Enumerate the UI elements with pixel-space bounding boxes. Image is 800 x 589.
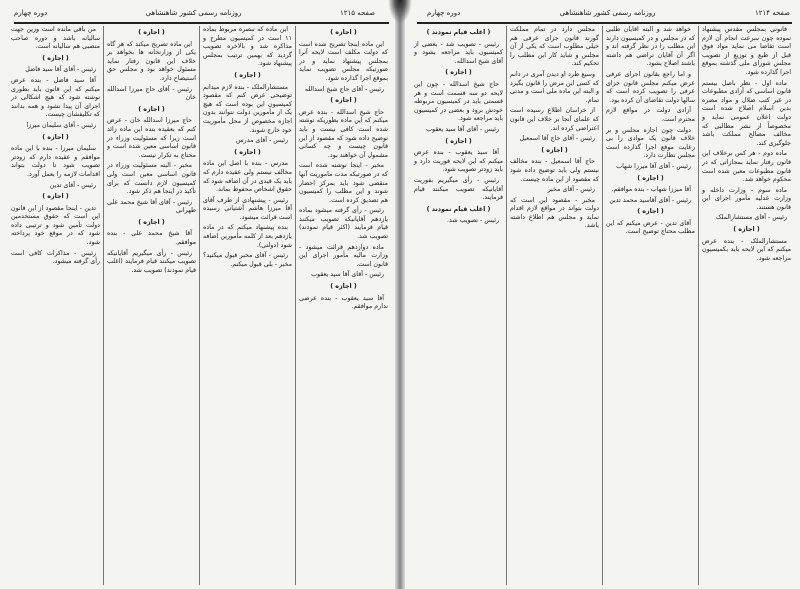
page-gutter xyxy=(395,0,405,589)
speaker-note: ( اجازه ) xyxy=(541,146,568,154)
paragraph: مجلس دارد در تمام مملکت گورند قانون جزای عرفی هم خیلی مطلوب است که یکی از آن مجلس و شاید کار این مطلب را تحکیم کند. xyxy=(510,26,599,68)
speaker-note: ( اغلب قیام نمودند ) xyxy=(426,29,491,36)
header-rule xyxy=(417,22,792,24)
text-columns xyxy=(411,26,794,585)
paragraph: آقا سید فاضل - بنده عرض میکنم که این قانون باید بطوری نوشته شود که هیچ اشکالی در اجرای آن پیدا نشود و همه بدانند که تکلیفشان چیست. xyxy=(11,76,100,119)
paragraph: رئیس - تصویب شد. xyxy=(447,217,499,225)
paragraph: ماده سوم - وزارت داخله و وزارت عدلیه مأمور اجرای این قانون هستند. xyxy=(702,186,791,211)
speaker-note: ( اجازه ) xyxy=(138,218,165,226)
paragraph: رئیس - آقای حاج میرزا اسدالله خان xyxy=(107,85,196,102)
paragraph: رئیس - آقای مخبر xyxy=(547,186,595,194)
paragraph: رئیس - رأی گرفته میشود بماده یازدهم آقایانیکه تصویب میکنند قیام فرمایند (اکثر قیام نمودند) تصویب شد. xyxy=(299,207,388,241)
paragraph: ماده دوازدهم قرائت میشود - وزارت مالیه مأمور اجرای این قانون است. xyxy=(299,243,388,268)
paragraph: مخبر - البته مسئولیت وزراء در قانون اساسی معین است ولی کمیسیون لازم دانست که برای تأکید در اینجا هم ذکر شود. xyxy=(107,162,196,196)
speaker-note: ( اجازه ) xyxy=(733,226,760,234)
speaker-note: ( اجازه ) xyxy=(445,69,472,77)
paragraph: آقا میرزا شهاب - بنده موافقم. xyxy=(611,186,691,194)
right-page xyxy=(403,0,800,589)
paragraph: تدین - اینجا مقصود از این قانون این است که حقوق مستخدمین دولت تأمین شود و ترتیبی داده شود که در موقع خود پرداخته شود. xyxy=(11,204,100,247)
paragraph: حاج میرزا اسدالله خان - عرض کنم که بعقیده بنده این ماده زائد است زیرا که مسئولیت وزراء در قانون اساسی معین شده است و محتاج به تکرار نیست. xyxy=(107,117,196,159)
text-column xyxy=(602,26,698,585)
left-page xyxy=(0,0,397,589)
newspaper-title: روزنامه رسمی کشور شاهنشاهی xyxy=(145,9,242,17)
page-number: صفحه ۱۲۱۵ xyxy=(339,9,375,17)
paragraph: قانونی بمجلس مقدس پیشنهاد نموده چون سرعت انجام آن لازم است تقاضا می نماید مواد فوق قبل از طبع و توزیع از تصویب مجلس شورای ملی گذشته بموقع اجرا گذارده شود. xyxy=(702,26,791,76)
paragraph: ماده دوم - هر کس برخلاف این قانون رفتار نماید بمجازاتی که در قانون مطبوعات معین شده است محکوم خواهد شد. xyxy=(702,150,791,184)
text-column xyxy=(199,26,295,585)
paragraph: رئیس - آقای آقا میرزا شهاب xyxy=(616,162,691,170)
paragraph: و اما راجع بقانون اجرای عرفی عرض میکنم مجلس قانون جزای عرفی را تصویب کرده است که سالها دولت تقاضای آن کرده بود. xyxy=(606,70,695,104)
speaker-note: ( اجازه ) xyxy=(637,174,664,182)
paragraph: مخبر - مقصود این است که دولت بتواند در مواقع لازم اقدام نماید و مجلس هم اطلاع داشته باشد. xyxy=(510,196,599,230)
volume-label: دوره چهارم xyxy=(427,9,461,17)
paragraph: رئیس - آقای مدرس xyxy=(235,137,288,145)
text-column xyxy=(698,26,794,585)
paragraph: دولت چون اجازه مجلس و بر خلاف قانون یک موادی را بی رعایت موقع اجرا گذارده است مجلس نظارت دارد. xyxy=(606,126,695,160)
paragraph: رئیس - آقای آقا سید یعقوب xyxy=(426,125,499,133)
paragraph: حاج شیخ اسدالله - بنده عرض میکنم که این ماده بطوریکه نوشته شده است کافی نیست و باید توضیح داده شود که مقصود از این قانون چیست و چه کسانی مشمول آن خواهند بود. xyxy=(299,108,388,159)
speaker-note: ( اجازه ) xyxy=(138,29,165,36)
speaker-note: ( اجازه ) xyxy=(234,71,261,79)
paragraph: رئیس - آقای آقاسید محمد تدین xyxy=(609,196,691,204)
paragraph: مدرس - بنده با اصل این ماده مخالف نیستم ولی عقیده دارم که باید یک قیدی در آن اضافه شود که حقوق اشخاص محفوظ بماند. xyxy=(203,160,292,194)
paragraph: حاج شیخ اسدالله - چون این لایحه دو سه قسمت است و هر قسمتی باید در کمیسیون مربوطه خودش برود و بعضی در کمیسیون باید مراجعه شود. xyxy=(414,80,503,123)
paragraph: رئیس - آقای آقا سید یعقوب xyxy=(311,271,384,279)
paragraph: آزادی دولت در مواقع لازم محترم است. xyxy=(606,107,695,123)
text-columns xyxy=(8,26,391,585)
paragraph: من باقی مانده است وزین جهت سالیانه باشد و دوره صاحب منصبی هم سالیانه است. xyxy=(11,26,100,51)
paragraph: رئیس - آقای حاج شیخ اسدالله xyxy=(304,85,384,93)
paragraph: ماده اول - نظر باصل بیستم قانون اساسی که آزادی مطبوعات در غیر کتب ضلال و مواد مضره بدین اسلام اصلاح شده است دولت اعلان عمومی نماید و مخصوصاً از نشر مطالبی که مخالف مصالح مملکت باشد جلوگیری کند. xyxy=(702,79,791,147)
paragraph: رئیس - آقای سلیمان میرزا xyxy=(26,121,96,129)
paragraph: این ماده اینجا تصریح شده است که دولت مکلف است لایحه آنرا بمجلس پیشنهاد نماید و در صورتیکه مجلس تصویب نماید بموقع اجرا گذارده شود. xyxy=(299,40,388,82)
paragraph: آقا سید یعقوب - بنده عرض میکنم که این لایحه فوریت دارد و باید زودتر تصویب شود. xyxy=(414,149,503,174)
paragraph: بنده پیشنهاد میکنم که در ماده یازدهم بعد از کلمه مأمورین اضافه شود (دولتی). xyxy=(203,224,292,249)
paragraph: حاج آقا اسمعیل - بنده مخالف نیستم ولی باید توضیح داده شود که مقصود از این ماده چیست. xyxy=(510,158,599,183)
page-header xyxy=(14,6,375,20)
paragraph: مستشارالملک - بنده عرض میکنم که این لایحه باید بکمیسیون مراجعه شود. xyxy=(702,237,791,262)
text-column xyxy=(506,26,602,585)
paragraph: رئیس - آقای آقا سید فاضل xyxy=(25,66,96,74)
paragraph: رئیس - آقای مخبر قبول میکنید؟ مخبر - بلی قبول میکنم. xyxy=(203,252,292,268)
speaker-note: ( اجازه ) xyxy=(637,208,664,216)
speaker-note: ( اغلب قیام نمودند ) xyxy=(426,205,491,213)
paragraph: خواهد شد و البته آقایان طلبی که در مجلس و در کمیسیون دارند این مطلب را در نظر گرفته اند و اگر آن آقایان تراضی هم داشته باشند اصلاح بشود. xyxy=(606,26,695,68)
paragraph: این ماده تصریح میکند که هر گاه یکی از وزارتخانه ها بخواهد بر خلاف این قانون رفتار نماید مسئول خواهد بود و مجلس حق استیضاح دارد. xyxy=(107,40,196,82)
speaker-note: ( اجازه ) xyxy=(138,105,165,113)
page-number: صفحه ۱۲۱۴ xyxy=(754,9,790,17)
speaker-note: ( اجازه ) xyxy=(330,29,357,36)
paragraph: آقا شیخ محمد علی - بنده موافقم. xyxy=(107,230,196,247)
paragraph: مستشارالملک - بنده لازم میدانم توضیحی عرض کنم که مقصود کمیسیون این بوده است که هیچ یک از مأمورین دولت نتوانند بدون اجازه مخصوص از محل مأموریت خود خارج شوند. xyxy=(203,83,292,134)
paragraph: رئیس - پیشنهادی از طرف آقای آقا میرزا هاشم آشتیانی رسیده است قرائت میشود. xyxy=(203,196,292,221)
paragraph: رئیس - آقای حاج آقا اسمعیل xyxy=(519,135,595,143)
text-column xyxy=(8,26,103,585)
volume-label: دوره چهارم xyxy=(14,9,48,17)
paragraph: رئیس - آقای تدین xyxy=(49,181,96,189)
paragraph: مخبر - اینجا نوشته شده است که در صورتیکه مدت ماموریت آنها منقضی شود باید بمرکز احضار شوند و این مطلب را کمیسیون هم تصدیق کرده است. xyxy=(299,162,388,204)
paragraph: وسیع طرد او دیدن آمری در دانم که کسی این مرض را قانون بگیرد و البته این ماده ملی است و مدتی تمام. xyxy=(510,70,599,104)
speaker-note: ( اجازه ) xyxy=(330,283,357,291)
speaker-note: ( اجازه ) xyxy=(42,133,69,141)
page-header xyxy=(427,6,790,20)
paragraph: رئیس - آقای آقا شیخ محمد علی طهرانی xyxy=(107,198,196,215)
speaker-note: ( اجازه ) xyxy=(445,137,472,145)
paragraph: رئیس - رأی میگیریم آقایانیکه تصویب میکنند قیام فرمایند (اغلب قیام نمودند) تصویب شد. xyxy=(107,249,196,274)
speaker-note: ( اجازه ) xyxy=(234,148,261,156)
paragraph: این ماده که تبصره مربوط بماده ۱۱ است در کمیسیون مطرح و مذاکره شد و بالاخره تصویب گردید که بهمین ترتیب بمجلس پیشنهاد شود. xyxy=(203,26,292,68)
paragraph: از خراسان اطلاع رسیده است که علمای آنجا بر خلاف این قانون اعتراضی کرده اند. xyxy=(510,107,599,132)
paragraph: آقای تدین - عرض میکنم که این مطلب محتاج توضیح است. xyxy=(606,219,695,236)
paragraph: رئیس - رأی میگیریم بفوریت آقایانیکه تصویب میکنند قیام فرمایند. xyxy=(414,176,503,202)
text-column xyxy=(295,26,391,585)
paragraph: رئیس - تصویب شد - بعضی از کمیسیون باید مراجعه بشود و آقای شیخ اسدالله. xyxy=(414,40,503,65)
newspaper-title: روزنامه رسمی کشور شاهنشاهی xyxy=(559,9,656,17)
speaker-note: ( اجازه ) xyxy=(42,54,69,62)
speaker-note: ( اجازه ) xyxy=(42,193,69,201)
speaker-note: ( اجازه ) xyxy=(330,97,357,105)
text-column xyxy=(103,26,199,585)
paragraph: رئیس - مذاکرات کافی است رأی گرفته میشود. xyxy=(11,249,100,266)
paragraph: سلیمان میرزا - بنده با این ماده موافقم و عقیده دارم که زودتر تصویب شود تا دولت بتواند اقدامات لازمه را بعمل آورد. xyxy=(11,145,100,178)
binding-shadow xyxy=(388,0,412,24)
paragraph: رئیس - آقای مستشارالملک xyxy=(715,214,787,222)
text-column xyxy=(411,26,506,585)
paragraph: آقا سید یعقوب - بنده عرضی ندارم موافقم. xyxy=(299,294,388,311)
header-rule xyxy=(14,22,389,24)
